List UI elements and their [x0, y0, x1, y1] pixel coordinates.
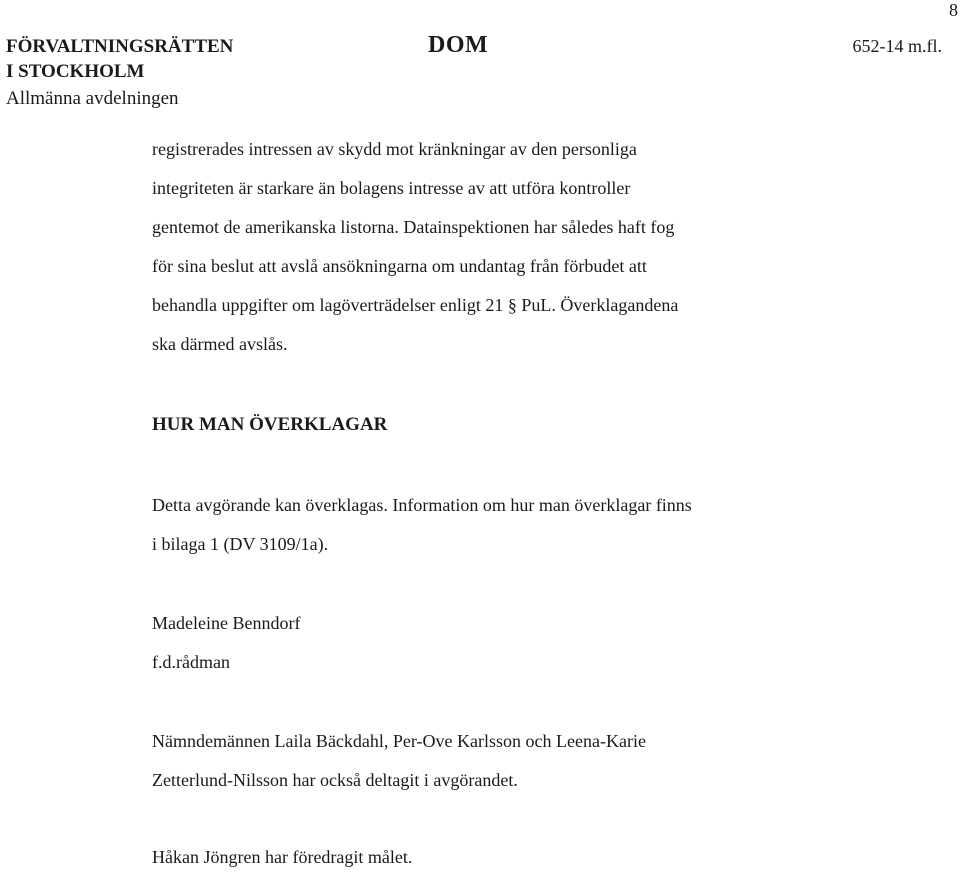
- signatory-title: f.d.rådman: [152, 652, 230, 672]
- section-heading: HUR MAN ÖVERKLAGAR: [152, 414, 388, 435]
- court-name-line2: I STOCKHOLM: [6, 61, 145, 82]
- document-type: DOM: [428, 32, 489, 58]
- court-name-line1: FÖRVALTNINGSRÄTTEN: [6, 36, 234, 57]
- text-line: Nämndemännen Laila Bäckdahl, Per-Ove Karlsson och Leena-Karie: [152, 731, 646, 751]
- text-line: ska därmed avslås.: [152, 334, 288, 354]
- text-line: behandla uppgifter om lagöverträdelser enligt 21 § PuL. Överklagandena: [152, 295, 679, 315]
- text-line: gentemot de amerikanska listorna. Datainspektionen har således haft fog: [152, 217, 675, 237]
- paragraph-presenter: Håkan Jöngren har föredragit målet.: [152, 847, 413, 867]
- text-line: för sina beslut att avslå ansökningarna om undantag från förbudet att: [152, 256, 647, 276]
- text-line: registrerades intressen av skydd mot kränkningar av den personliga: [152, 139, 637, 159]
- text-line: integriteten är starkare än bolagens intresse av att utföra kontroller: [152, 178, 631, 198]
- text-line: Detta avgörande kan överklagas. Information om hur man överklagar finns: [152, 495, 692, 515]
- text-line: i bilaga 1 (DV 3109/1a).: [152, 534, 329, 554]
- department: Allmänna avdelningen: [6, 88, 179, 109]
- court-name: [6, 34, 233, 84]
- signature-block: [152, 604, 300, 682]
- paragraph-appeal-info: [152, 486, 692, 564]
- case-number: 652-14 m.fl.: [852, 36, 942, 56]
- paragraph-ruling: [152, 130, 678, 364]
- text-line: Zetterlund-Nilsson har också deltagit i avgörandet.: [152, 770, 518, 790]
- paragraph-lay-judges: [152, 722, 646, 800]
- signatory-name: Madeleine Benndorf: [152, 613, 301, 633]
- page-number: 8: [949, 0, 958, 20]
